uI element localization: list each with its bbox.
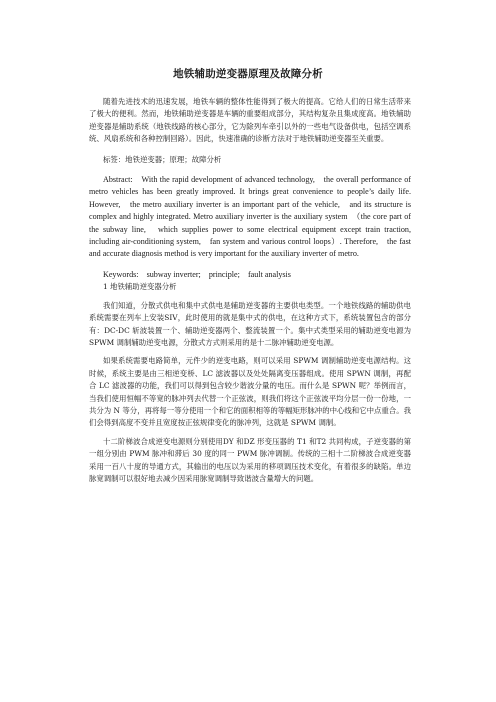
section-1-heading: 1 地铁辅助逆变器分析 xyxy=(103,282,177,292)
document-body xyxy=(89,96,420,485)
document-title: 地铁辅助逆变器原理及故障分析 xyxy=(173,68,323,80)
paragraph-2: 如果系统需要电路简单，元件少的逆变电路，则可以采用 SPWM 调制辅助逆变电源结构。这时候，系统主要是由三相逆变桥、LC 滤波器以及处处隔离变压器组成。使用 SPWN 调制，再配合 LC 滤波器的功能，我们可以得到包含较少谐波分量的电压。而什么是 SPWN 呢？举例而言，当我们使用恒幅不等宽的脉冲列去代替一个正弦波，则我们将这个正弦波平均分层一份一份地，一共分为 N 等分，再将每一等分使用一个和它的面积相等的等幅矩形脉冲的中心线和它中点重合。我们会得到高度不变并且宽度按正弦规律变化的脉冲列，这就是 SPWM 调制。 xyxy=(89,356,411,428)
keywords-chinese: 标签：地铁逆变器；原理；故障分析 xyxy=(103,154,222,164)
paragraph-3: 十二阶梯波合成逆变电源则分别使用DY 和DZ 形变压器的 T1 和T2 共同构成，子逆变器的第一组分别由 PWM 脉冲和滞后 30 度的同一 PWM 脉冲调制。传统的三相十二阶梯波合成逆变器采用一百八十度的导通方式，其输出的电压以为采用的移项调压技术变化，有着很多的缺陷。单边脉宽调制可以很好地去减少因采用脉宽调制导致谐波含量增大的问题。 xyxy=(89,436,411,483)
abstract-chinese: 随着先进技术的迅速发展，地铁车辆的整体性能得到了极大的提高。它给人们的日常生活带来了极大的便利。然而，地铁辅助逆变器是车辆的重要组成部分，其结构复杂且集成度高。地铁辅助逆变器是辅助系统（地铁线路的核心部分，它为除列车牵引以外的一些电气设备供电，包括空调系统、风扇系统和各种控制回路）。因此，快速准确的诊断方法对于地铁辅助逆变器至关重要。 xyxy=(89,97,411,144)
paragraph-1: 我们知道，分散式供电和集中式供电是辅助逆变器的主要供电类型。一个地铁线路的辅助供电系统需要在列车上安装SIV，此时使用的就是集中式的供电，在这种方式下，系统装置包含的部分有：DC-DC 斩波装置一个、辅助逆变器两个、整流装置一个。集中式类型采用的辅助逆变电源为 SPWM 调制辅助逆变电源，分散式方式则采用的是十二脉冲辅助逆变电源。 xyxy=(89,300,411,347)
keywords-english: Keywords: subway inverter; principle; fault analysis xyxy=(103,269,291,279)
abstract-english: Abstract: With the rapid development of advanced technology, the overall performance of metro vehicles has been greatly improved. It brings great convenience to people’s daily life. However, the metro auxiliary inverter is an important part of the vehicle, and its structure is complex and highly integrated. Metro auxiliary inverter is the auxiliary system （the core part of the subway line, which supplies power to some electrical equipment except train traction, including air-conditioning system, fan system and various control loops）. Therefore, the fast and accurate diagnosis method is very important for the auxiliary inverter of metro. xyxy=(89,175,420,259)
